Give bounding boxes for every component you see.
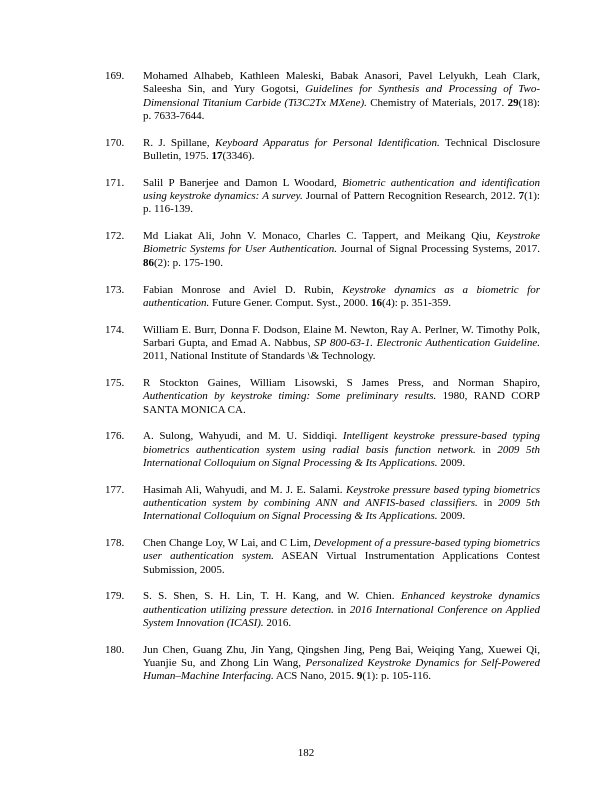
reference-item <box>105 430 540 470</box>
reference-text: R. J. Spillane, Keyboard Apparatus for Personal Identification. Technical Disclosure Bulletin, 1975. 17(3346). <box>143 136 541 163</box>
reference-text: Chen Change Loy, W Lai, and C Lim, Development of a pressure-based typing biometrics user authentication system. ASEAN Virtual Instrumentation Applications Contest Submission, 2005. <box>143 537 540 576</box>
reference-item <box>105 324 540 364</box>
reference-text: A. Sulong, Wahyudi, and M. U. Siddiqi. Intelligent keystroke pressure-based typing biometrics authentication system using radial basis function network. in 2009 5th International Colloquium on Signal Processing & Its Applications. 2009. <box>143 430 540 469</box>
reference-item <box>105 284 540 311</box>
reference-item <box>105 177 540 217</box>
reference-item <box>105 644 540 684</box>
reference-number: 169. <box>105 70 125 82</box>
reference-item <box>105 484 540 524</box>
reference-item <box>105 377 540 417</box>
reference-item <box>105 537 540 577</box>
reference-text: Md Liakat Ali, John V. Monaco, Charles C. Tappert, and Meikang Qiu, Keystroke Biometric Systems for User Authentication. Journal of Signal Processing Systems, 2017. 86(2): p. 175-190. <box>143 230 540 269</box>
reference-number: 178. <box>105 537 125 550</box>
reference-text: William E. Burr, Donna F. Dodson, Elaine M. Newton, Ray A. Perlner, W. Timothy Polk, Sarbari Gupta, and Emad A. Nabbus, SP 800-63-1. Electronic Authentication Guideline. 2011, National Institute of Standards \& Technology. <box>143 323 540 363</box>
reference-text: Fabian Monrose and Aviel D. Rubin, Keystroke dynamics as a biometric for authentication. Future Gener. Comput. Syst., 2000. 16(4): p. 351-359. <box>143 283 540 309</box>
reference-item <box>105 230 540 270</box>
reference-number: 170. <box>105 136 125 149</box>
reference-number: 177. <box>105 483 125 496</box>
reference-text: Jun Chen, Guang Zhu, Jin Yang, Qingshen Jing, Peng Bai, Weiqing Yang, Xuewei Qi, Yuanjie Su, and Zhong Lin Wang, Personalized Keystroke Dynamics for Self-Powered Human–Machine Interfacing. ACS Nano, 2015. 9(1): p. 105-116. <box>143 643 540 683</box>
page-number: 182 <box>297 747 315 759</box>
reference-list <box>105 70 540 697</box>
reference-text: Hasimah Ali, Wahyudi, and M. J. E. Salami. Keystroke pressure based typing biometrics authentication system by combining ANN and ANFIS-based classifiers. in 2009 5th International Colloquium on Signal Processing & Its Applications. 2009. <box>143 483 540 523</box>
reference-item <box>105 137 540 164</box>
reference-text: S. S. Shen, S. H. Lin, T. H. Kang, and W. Chien. Enhanced keystroke dynamics authentication utilizing pressure detection. in 2016 International Conference on Applied System Innovation (ICASI). 2016. <box>143 590 540 630</box>
reference-number: 180. <box>105 643 125 656</box>
reference-number: 174. <box>105 323 125 336</box>
reference-number: 176. <box>105 430 125 443</box>
reference-number: 179. <box>105 590 125 603</box>
reference-item <box>105 70 540 123</box>
reference-number: 175. <box>105 376 125 389</box>
reference-number: 171. <box>105 176 125 189</box>
reference-number: 173. <box>105 283 125 296</box>
reference-text: Mohamed Alhabeb, Kathleen Maleski, Babak Anasori, Pavel Lelyukh, Leah Clark, Saleesha Sin, and Yury Gogotsi, Guidelines for Synthesis and Processing of Two-Dimensional Titanium Carbide (Ti3C2Tx MXene). Chemistry of Materials, 2017. 29(18): p. 7633-7644. <box>143 70 541 123</box>
reference-text: Salil P Banerjee and Damon L Woodard, Biometric authentication and identification using keystroke dynamics: A survey. Journal of Pattern Recognition Research, 2012. 7(1): p. 116-139. <box>143 176 540 216</box>
reference-text: R Stockton Gaines, William Lisowski, S James Press, and Norman Shapiro, Authentication by keystroke timing: Some preliminary results. 1980, RAND CORP SANTA MONICA CA. <box>143 376 540 416</box>
reference-number: 172. <box>105 230 125 243</box>
reference-item <box>105 590 540 630</box>
